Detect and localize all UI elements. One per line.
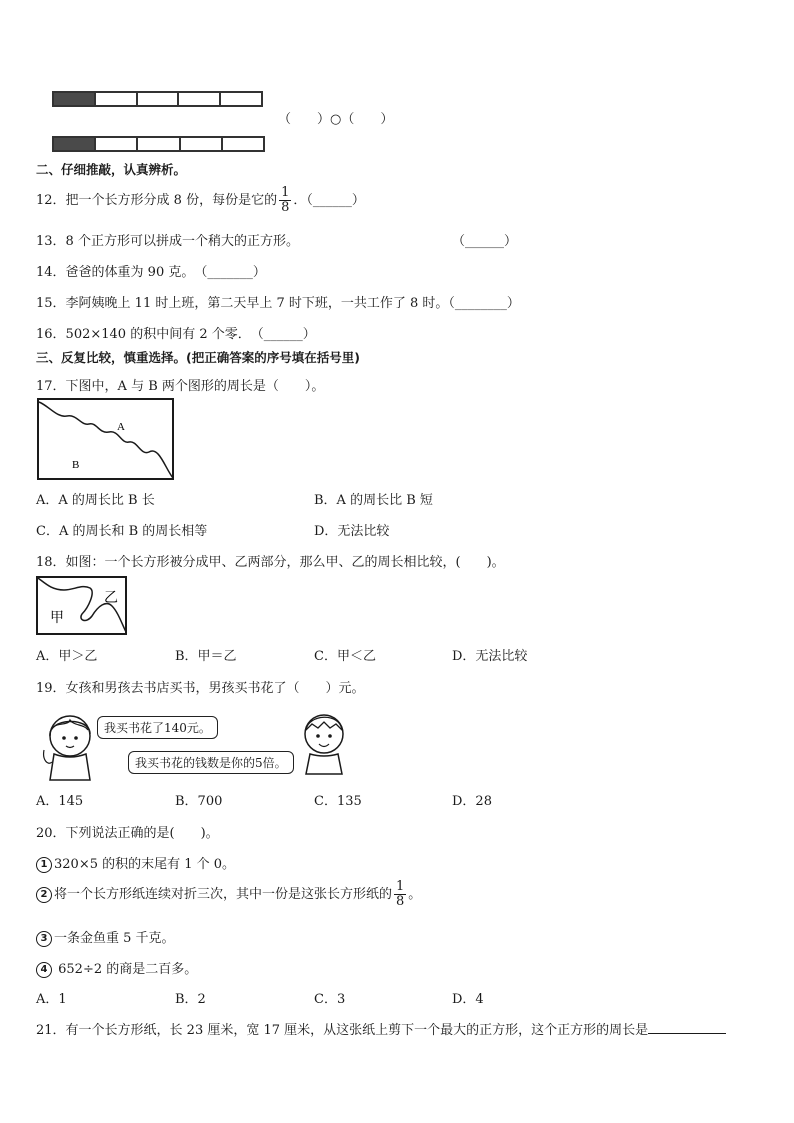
q18-label-jia: 甲 — [50, 610, 64, 626]
q20-option-b[interactable]: B．2 — [175, 992, 206, 1007]
q19-option-a[interactable]: A．145 — [36, 794, 84, 809]
q12-answer[interactable]: ．（______） — [293, 193, 365, 208]
q21-answer-blank[interactable] — [648, 1021, 726, 1034]
circled-number-1: 1 — [36, 857, 52, 873]
q12-fraction: $\frac{1}{8}$ — [281, 185, 290, 215]
fraction-bar-top — [52, 91, 263, 107]
bar-cell — [179, 138, 221, 150]
bar-cell — [94, 138, 136, 150]
circled-number-2: 2 — [36, 887, 52, 903]
q20-option-d[interactable]: D．4 — [452, 992, 484, 1007]
q20-fraction: $\frac{1}{8}$ — [396, 879, 405, 909]
question-18-stem: 18．如图：一个长方形被分成甲、乙两部分，那么甲、乙的周长相比较，( )。 — [36, 555, 505, 570]
bar-cell — [177, 93, 219, 105]
circled-number-3: 3 — [36, 931, 52, 947]
q18-label-yi: 乙 — [104, 590, 118, 606]
section-3-title: 三、反复比较，慎重选择。(把正确答案的序号填在括号里) — [36, 350, 360, 365]
boy-illustration — [296, 708, 352, 776]
q18-option-a[interactable]: A．甲＞乙 — [36, 649, 98, 664]
q12-text: 12．把一个长方形分成 8 份，每份是它的 — [36, 193, 278, 208]
bar-cell — [136, 93, 178, 105]
circled-number-4: 4 — [36, 962, 52, 978]
bar-cell — [94, 93, 136, 105]
q19-option-b[interactable]: B．700 — [175, 794, 223, 809]
q19-option-d[interactable]: D．28 — [452, 794, 492, 809]
q18-option-c[interactable]: C．甲＜乙 — [314, 649, 376, 664]
bar-cell — [136, 138, 178, 150]
section-2-title: 二、仔细推敲，认真辨析。 — [36, 162, 187, 177]
q20-statement-3: 3 一条金鱼重 5 千克。 — [36, 927, 175, 947]
q20-option-a[interactable]: A．1 — [36, 992, 67, 1007]
q17-option-b[interactable]: B．A 的周长比 B 短 — [314, 493, 433, 508]
q17-option-c[interactable]: C．A 的周长和 B 的周长相等 — [36, 524, 208, 539]
q17-figure — [37, 398, 175, 481]
question-12 — [36, 186, 365, 215]
question-21 — [36, 1019, 726, 1038]
boy-speech-bubble: 我买书花的钱数是你的5倍。 — [128, 751, 294, 774]
question-15: 15．李阿姨晚上 11 时上班，第二天早上 7 时下班，一共工作了 8 时。（________） — [36, 296, 520, 311]
q19-option-c[interactable]: C．135 — [314, 794, 362, 809]
q17-option-a[interactable]: A．A 的周长比 B 长 — [36, 493, 155, 508]
bar-shaded-cell — [54, 138, 94, 150]
fraction-bar-bottom — [52, 136, 265, 152]
q17-label-a: A — [117, 421, 125, 433]
q20-statement-1: 1 320×5 的积的末尾有 1 个 0。 — [36, 853, 235, 873]
q21-text: 21．有一个长方形纸，长 23 厘米，宽 17 厘米，从这张纸上剪下一个最大的正方形，这个正方形的周长是 — [36, 1023, 649, 1038]
bar-cell — [221, 138, 263, 150]
bar-cell — [219, 93, 261, 105]
question-17-stem: 17．下图中，A 与 B 两个图形的周长是（ ）。 — [36, 379, 325, 394]
q18-option-d[interactable]: D．无法比较 — [452, 649, 528, 664]
girl-speech-bubble: 我买书花了140元。 — [97, 716, 218, 739]
bar-shaded-cell — [54, 93, 94, 105]
q20-option-c[interactable]: C．3 — [314, 992, 346, 1007]
compare-parens: （ ）○（ ） — [278, 112, 394, 127]
question-16: 16．502×140 的积中间有 2 个零． （______） — [36, 327, 316, 342]
question-19-stem: 19．女孩和男孩去书店买书，男孩买书花了（ ）元。 — [36, 681, 365, 696]
q18-figure — [36, 576, 128, 636]
q17-wavy-divider — [39, 402, 173, 478]
question-13: 13．8 个正方形可以拼成一个稍大的正方形。 — [36, 234, 299, 249]
q20-statement-4: 4 652÷2 的商是二百多。 — [36, 958, 197, 978]
q13-answer[interactable]: （______） — [452, 234, 518, 249]
q18-option-b[interactable]: B．甲＝乙 — [175, 649, 237, 664]
girl-illustration — [40, 710, 100, 782]
question-14: 14．爸爸的体重为 90 克。 （_______） — [36, 265, 266, 280]
q20-statement-2: 2 将一个长方形纸连续对折三次，其中一份是这张长方形纸的 $\frac{1}{8}$ 。 — [36, 880, 421, 909]
question-20-stem: 20．下列说法正确的是( )。 — [36, 826, 219, 841]
q17-option-d[interactable]: D．无法比较 — [314, 524, 390, 539]
q17-rectangle — [38, 399, 173, 479]
q17-label-b: B — [72, 459, 80, 471]
